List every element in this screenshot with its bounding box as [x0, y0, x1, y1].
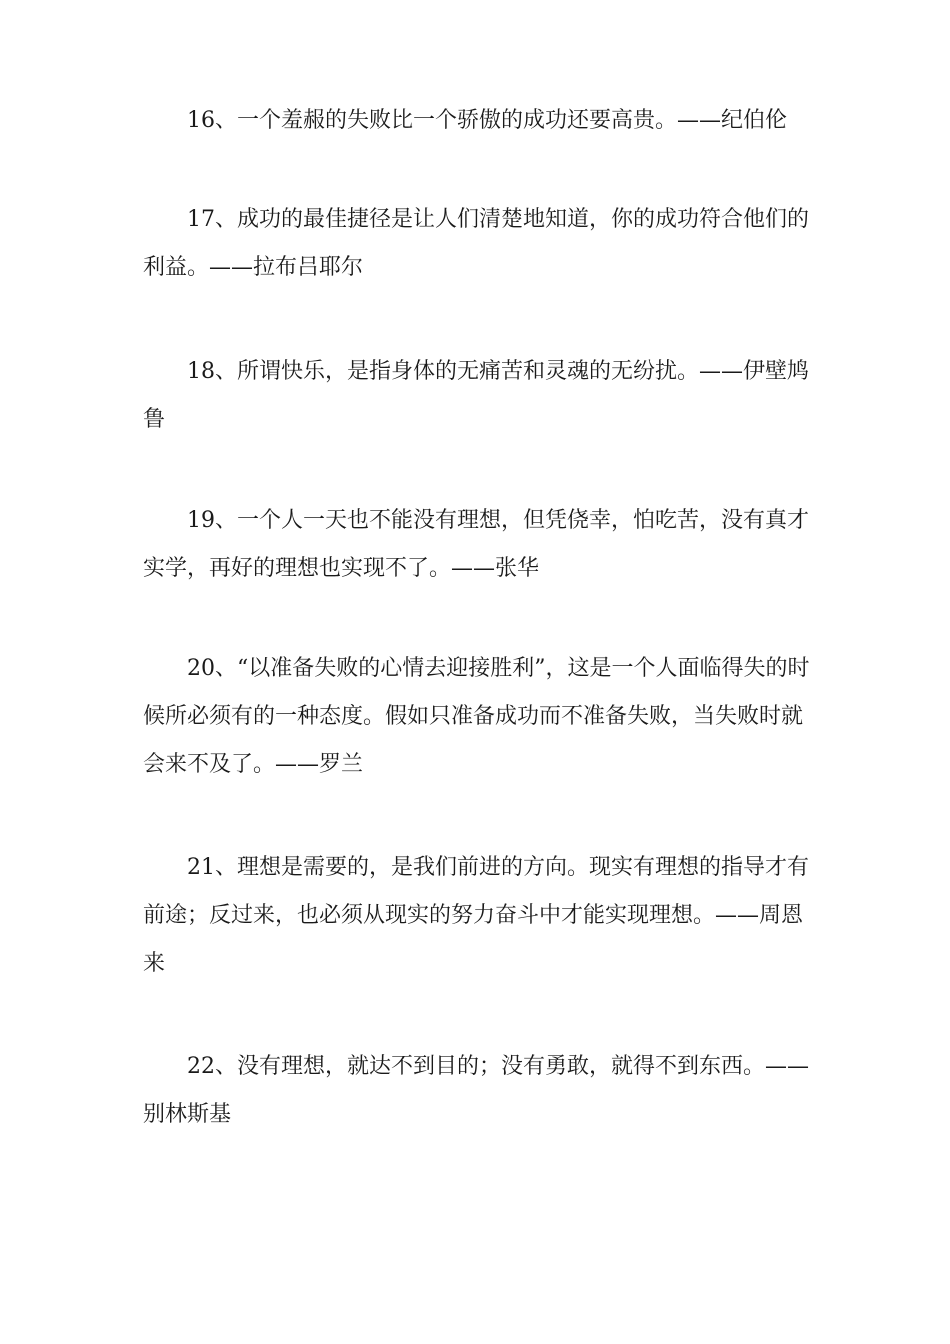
quote-paragraph: 22、没有理想，就达不到目的；没有勇敢，就得不到东西。——别林斯基	[143, 1054, 809, 1127]
quote-paragraph: 16、一个羞赧的失败比一个骄傲的成功还要高贵。——纪伯伦	[187, 108, 787, 133]
quote-paragraph: 20、“以准备失败的心情去迎接胜利”，这是一个人面临得失的时候所必须有的一种态度。假如只准备成功而不准备失败，当失败时就会来不及了。——罗兰	[143, 656, 810, 777]
quote-paragraph: 17、成功的最佳捷径是让人们清楚地知道，你的成功符合他们的利益。——拉布吕耶尔	[143, 207, 809, 280]
quote-paragraph: 18、所谓快乐，是指身体的无痛苦和灵魂的无纷扰。——伊壁鸠鲁	[143, 359, 809, 432]
quote-paragraph: 19、一个人一天也不能没有理想，但凭侥幸，怕吃苦，没有真才实学，再好的理想也实现不了。——张华	[143, 508, 809, 581]
quote-paragraph: 21、理想是需要的，是我们前进的方向。现实有理想的指导才有前途；反过来，也必须从现实的努力奋斗中才能实现理想。——周恩来	[143, 855, 809, 976]
